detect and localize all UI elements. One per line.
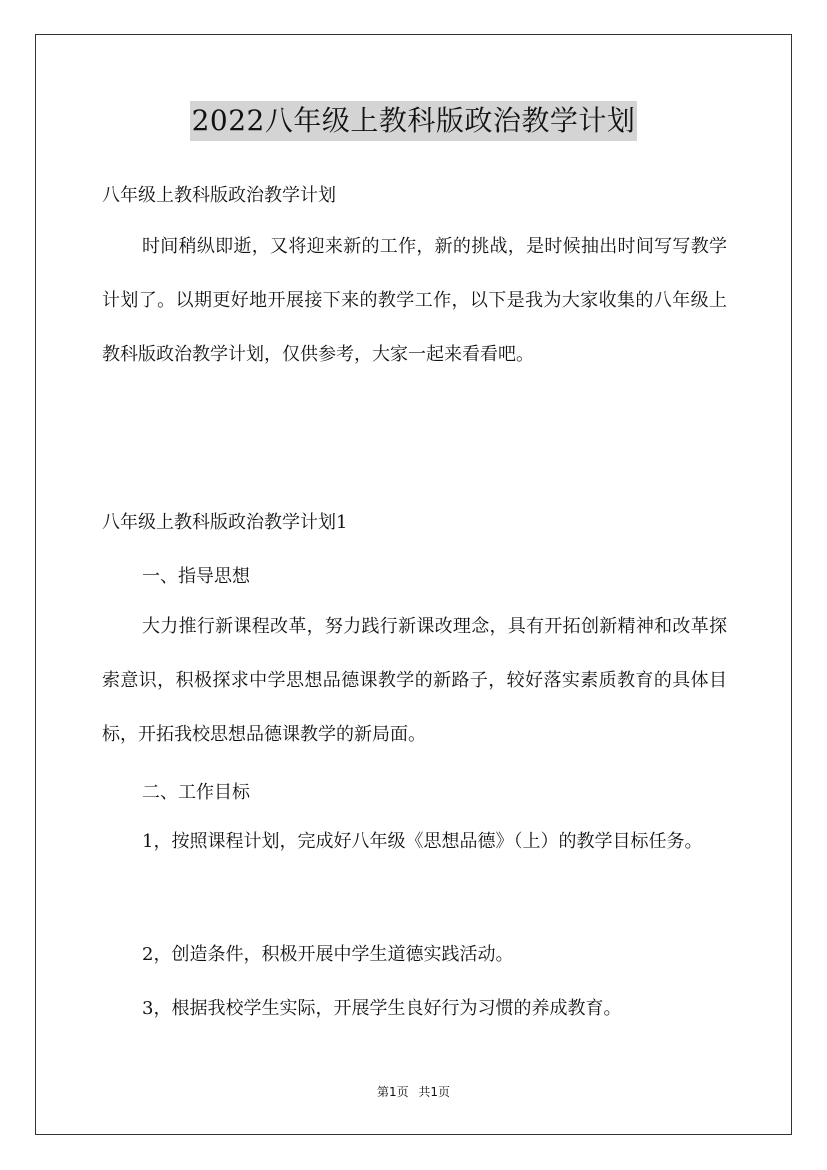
section-heading: 八年级上教科版政治教学计划1 (102, 512, 348, 533)
goal-2-paragraph: 2，创造条件，积极开展中学生道德实践活动。 (142, 944, 514, 965)
page-number: 第1页 (376, 1085, 409, 1099)
part1-paragraph: 大力推行新课程改革，努力践行新课改理念，具有开拓创新精神和改革探索意识，积极探求中学思想品德课教学的新路子，较好落实素质教育的具体目标，开拓我校思想品德课教学的新局面。 (102, 616, 727, 745)
document-subtitle: 八年级上教科版政治教学计划 (102, 185, 336, 206)
goal-3-paragraph: 3，根据我校学生实际，开展学生良好行为习惯的养成教育。 (142, 998, 622, 1019)
part1-heading: 一、指导思想 (142, 566, 250, 587)
intro-paragraph: 时间稍纵即逝，又将迎来新的工作，新的挑战，是时候抽出时间写写教学计划了。以期更好地开展接下来的教学工作，以下是我为大家收集的八年级上教科版政治教学计划，仅供参考，大家一起来看看吧。 (102, 236, 727, 365)
title-container (0, 101, 827, 141)
goal-1-paragraph: 1，按照课程计划，完成好八年级《思想品德》（上）的教学目标任务。 (142, 831, 703, 852)
part2-heading: 二、工作目标 (142, 782, 250, 803)
document-title: 2022八年级上教科版政治教学计划 (190, 101, 638, 141)
page-footer (0, 1083, 827, 1100)
page-total: 共1页 (418, 1085, 451, 1099)
